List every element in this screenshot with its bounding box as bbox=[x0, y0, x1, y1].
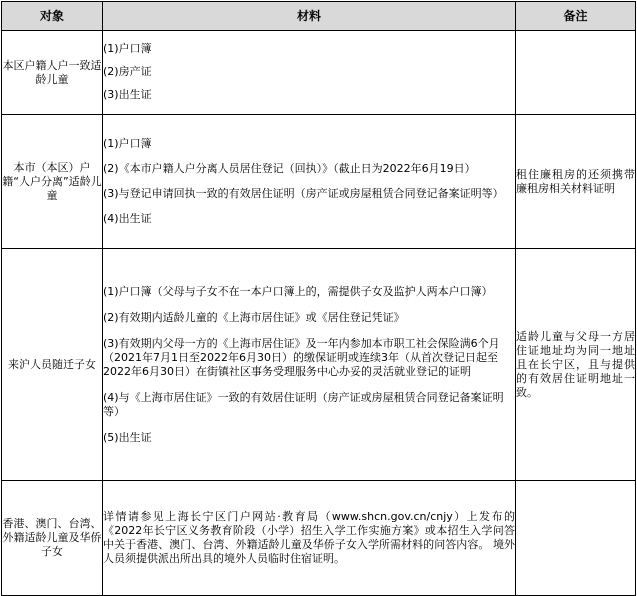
row-object: 来沪人员随迁子女 bbox=[2, 249, 103, 481]
header-note: 备注 bbox=[516, 2, 636, 31]
row-materials bbox=[103, 481, 516, 596]
row-note: 租住廉租房的还须携带廉租房相关材料证明 bbox=[516, 115, 636, 249]
table-header-row bbox=[2, 2, 636, 31]
material-item: (1)户口簿 bbox=[103, 42, 152, 55]
row-object: 本区户籍人户一致适龄儿童 bbox=[2, 31, 103, 115]
enrollment-materials-table bbox=[1, 1, 636, 596]
row-object: 香港、澳门、台湾、外籍适龄儿童及华侨子女 bbox=[2, 481, 103, 596]
material-item: (2)《本市户籍人户分离人员居住登记（回执）》（截止日为2022年6月19日） bbox=[103, 161, 476, 175]
material-item: (2)房产证 bbox=[103, 65, 152, 78]
table-row bbox=[2, 249, 636, 481]
material-item: (3)有效期内父母一方的《上海市居住证》及一年内参加本市职工社会保险满6个月（2021年7月1日至2022年6月30日）的缴保证明或连续3年（从首次登记日起至2022年6月30日）在街镇社区事务受理服务中心办妥的灵活就业登记的证明 bbox=[103, 336, 500, 378]
material-item: (1)户口簿 bbox=[103, 136, 152, 150]
material-item: 详情请参见上海长宁区门户网站·教育局（www.shcn.gov.cn/cnjy）上发布的《2022年长宁区义务教育阶段（小学）招生入学工作实施方案》或本招生入学问答中关于香港、澳门、台湾、外籍适龄儿童及华侨子女入学所需材料的问答内容。 境外人员须提供派出所出具的境外人员临时住宿证明。 bbox=[103, 510, 515, 565]
material-item: (4)出生证 bbox=[103, 211, 152, 225]
material-item: (4)与《上海市居住证》一致的有效居住证明（房产证或房屋租赁合同登记备案证明等） bbox=[103, 390, 504, 418]
row-object: 本市（本区）户籍“人户分离”适龄儿童 bbox=[2, 115, 103, 249]
material-item: (3)出生证 bbox=[103, 88, 152, 101]
header-object: 对象 bbox=[2, 2, 103, 31]
row-materials bbox=[103, 31, 516, 115]
material-item: (1)户口簿（父母与子女不在一本户口簿上的，需提供子女及监护人两本户口簿） bbox=[103, 284, 493, 298]
row-note: 适龄儿童与父母一方居住证地址均为同一地址且在长宁区，且与提供的有效居住证明地址一致。 bbox=[516, 249, 636, 481]
row-materials bbox=[103, 115, 516, 249]
header-materials: 材料 bbox=[103, 2, 516, 31]
material-item: (3)与登记申请回执一致的有效居住证明（房产证或房屋租赁合同登记备案证明等） bbox=[103, 186, 504, 200]
row-note bbox=[516, 31, 636, 115]
row-materials bbox=[103, 249, 516, 481]
table-row bbox=[2, 481, 636, 596]
material-item: (5)出生证 bbox=[103, 430, 152, 444]
table-row bbox=[2, 31, 636, 115]
table-row bbox=[2, 115, 636, 249]
row-note bbox=[516, 481, 636, 596]
material-item: (2)有效期内适龄儿童的《上海市居住证》或《居住登记凭证》 bbox=[103, 310, 405, 324]
